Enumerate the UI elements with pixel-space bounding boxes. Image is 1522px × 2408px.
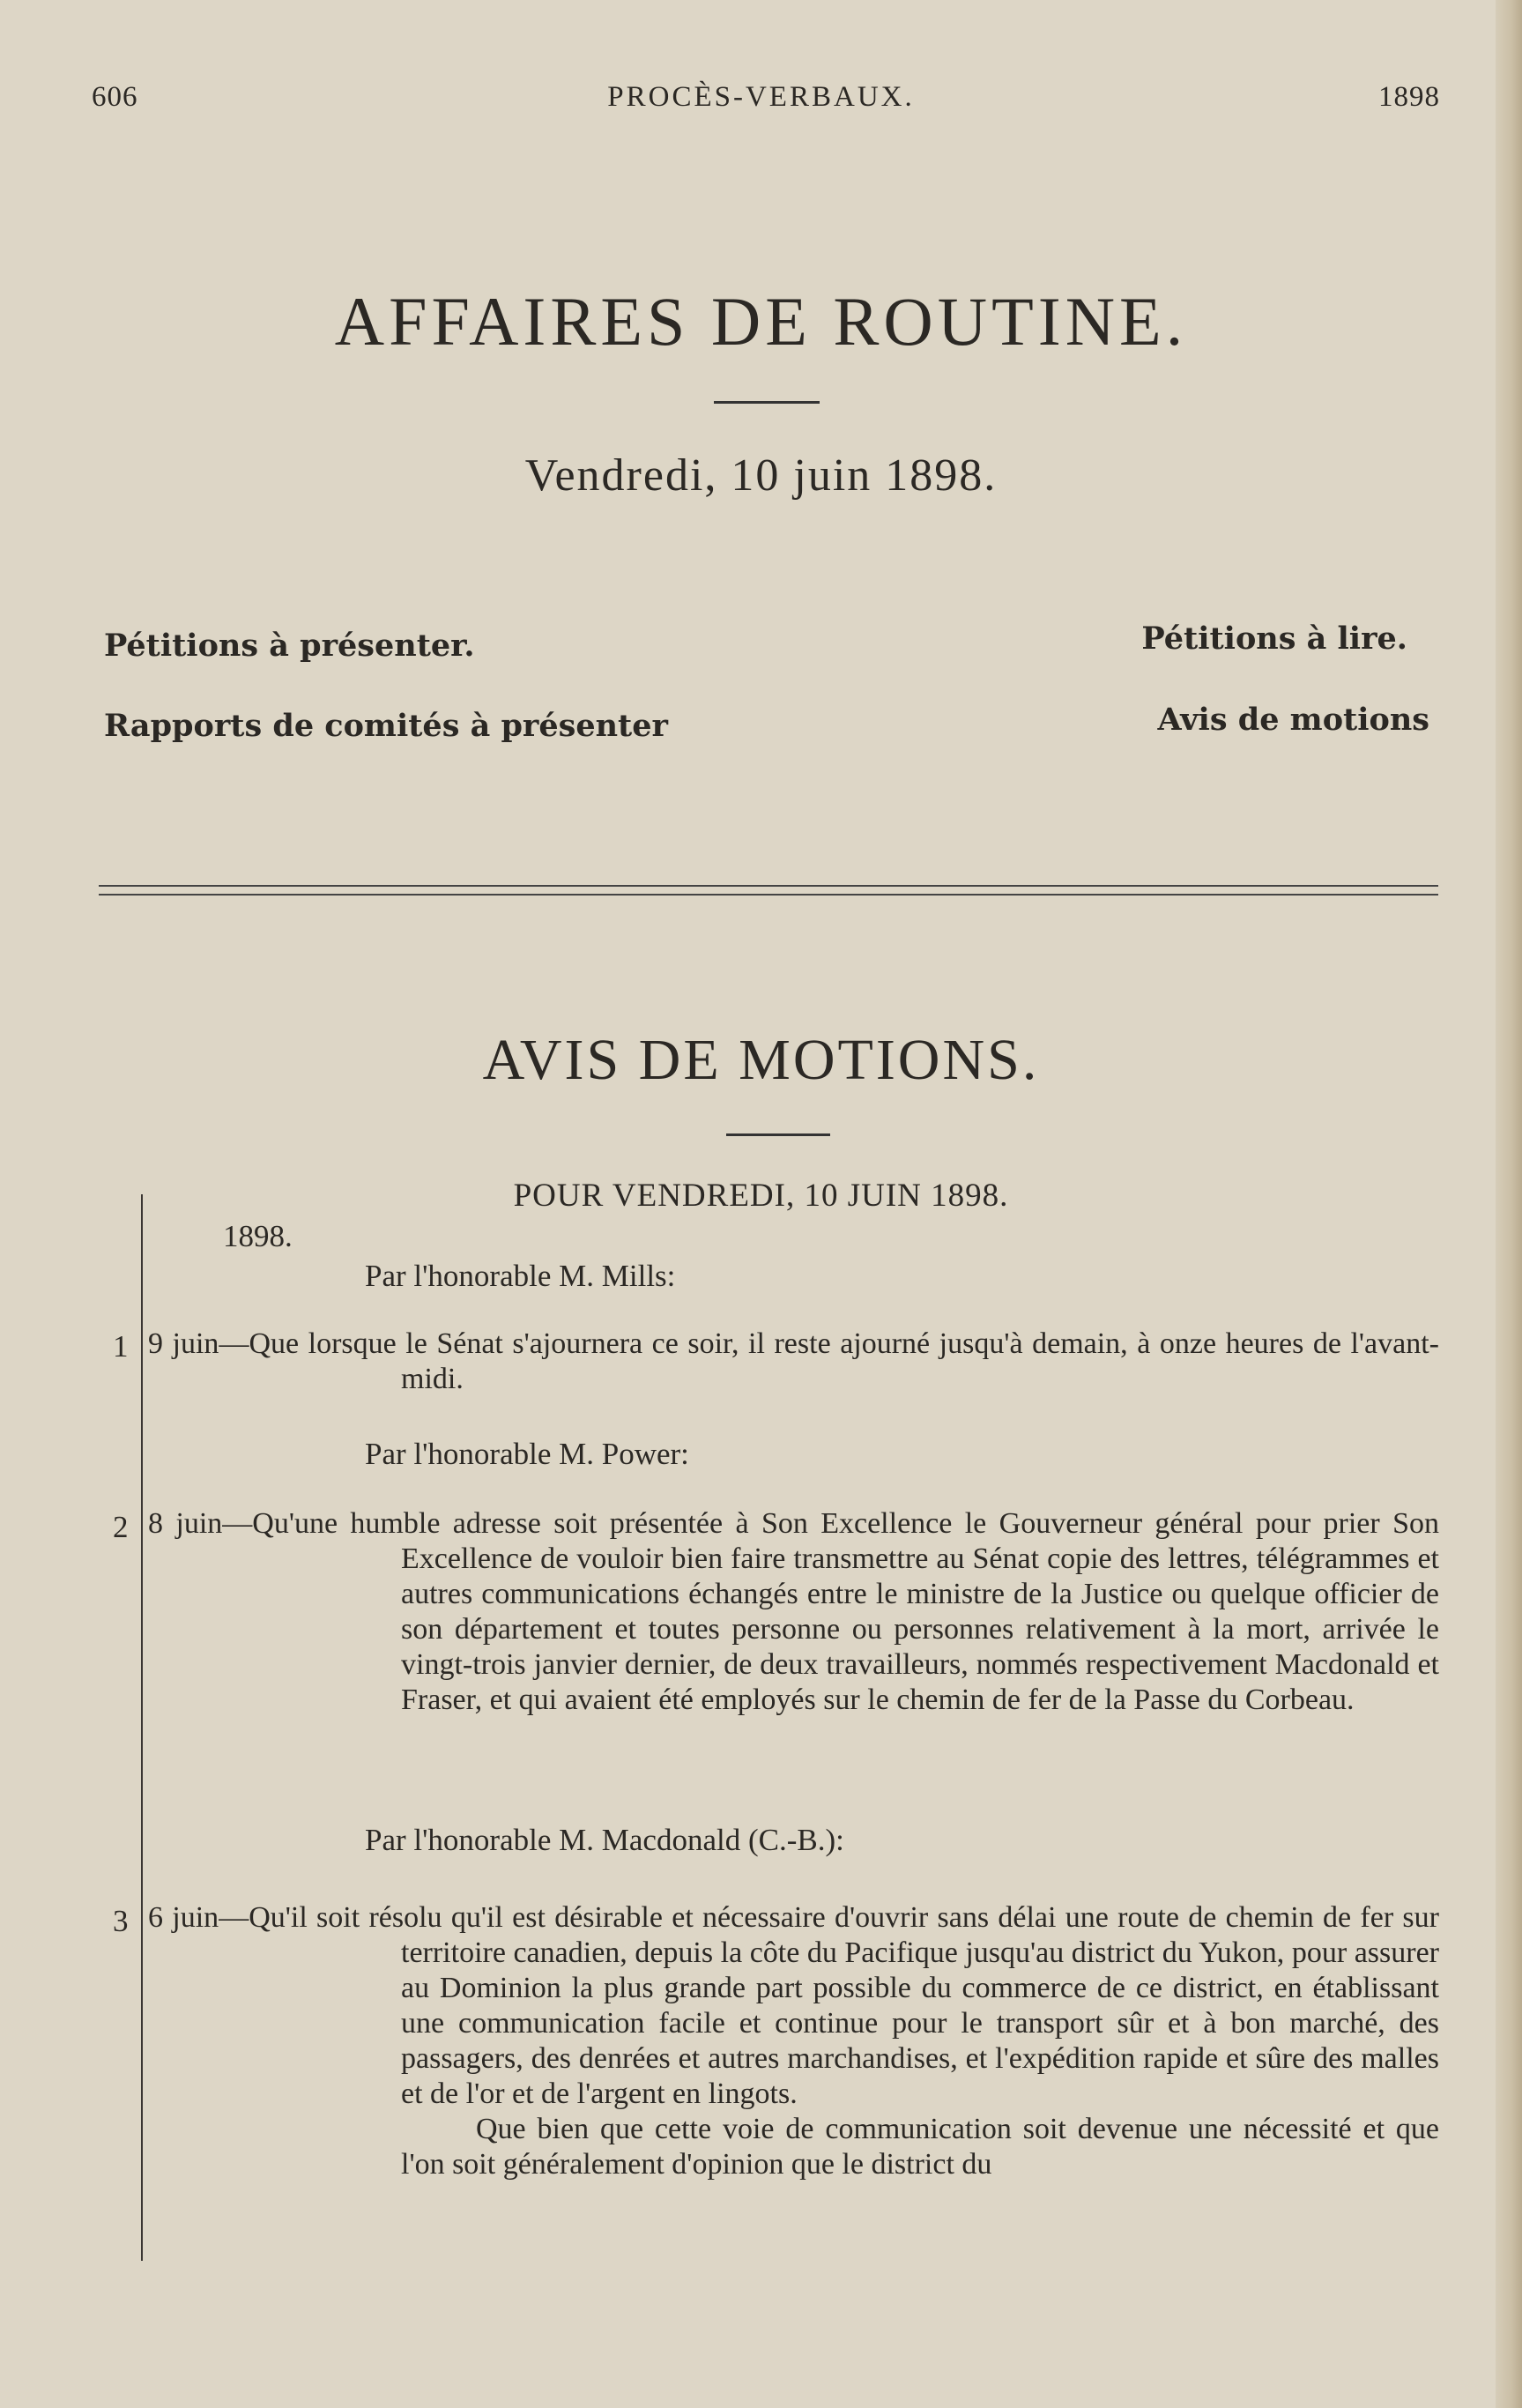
section-divider: [99, 885, 1438, 896]
header-year: 1898: [1378, 81, 1440, 113]
running-title: PROCÈS-VERBAUX.: [607, 81, 915, 113]
motion-number: 3: [113, 1904, 129, 1938]
motions-title-rule: [726, 1133, 830, 1136]
motion-3: [148, 1900, 1439, 2182]
motions-subtitle: POUR VENDREDI, 10 JUIN 1898.: [513, 1178, 1009, 1214]
agenda-petitions-read: Pétitions à lire.: [1141, 621, 1407, 657]
routine-date: Vendredi, 10 juin 1898.: [524, 450, 998, 501]
motion-date: 9 juin: [148, 1327, 219, 1360]
motion-number: 1: [113, 1329, 129, 1364]
motion-date: 8 juin: [148, 1507, 223, 1540]
agenda-reports-present: Rapports de comités à présenter: [104, 708, 668, 744]
margin-year: 1898.: [223, 1219, 293, 1253]
motions-title: AVIS DE MOTIONS.: [482, 1028, 1040, 1092]
agenda-notices: Avis de motions: [1157, 702, 1429, 738]
motion-text: [148, 1506, 1439, 1718]
margin-rule: [141, 1194, 143, 2261]
routine-title: AFFAIRES DE ROUTINE.: [334, 283, 1188, 360]
motion-text: [148, 1900, 1439, 2112]
motion-continuation: Que bien que cette voie de communication soit devenue une nécessité et que l'on soit généralement d'opinion que le district du: [401, 2113, 1439, 2181]
motion-number: 2: [113, 1510, 129, 1544]
agenda-petitions-present: Pétitions à présenter.: [104, 628, 475, 664]
motion-date: 6 juin: [148, 1901, 219, 1934]
mover-label: Par l'honorable M. Mills:: [365, 1259, 676, 1293]
motion-text: [148, 1327, 1439, 1397]
mover-label: Par l'honorable M. Macdonald (C.-B.):: [365, 1823, 844, 1857]
motion-1: [148, 1327, 1439, 1397]
motion-body: —Que lorsque le Sénat s'ajournera ce soir, il reste ajourné jusqu'à demain, à onze heures de l'avant-midi.: [219, 1327, 1439, 1395]
motion-body: —Qu'une humble adresse soit présentée à Son Excellence le Gouverneur général pour prier Son Excellence de vouloir bien faire transmettre au Sénat copie des lettres, télégrammes et autres communications échangés entre le ministre de la Justice ou quelque officier de son département et toutes personne ou personnes relativement à la mort, arrivée le vingt-trois janvier dernier, de deux travailleurs, nommés respectivement Macdonald et Fraser, et qui avaient été employés sur le chemin de fer de la Passe du Corbeau.: [222, 1507, 1439, 1716]
motion-2: [148, 1506, 1439, 1718]
motion-body: —Qu'il soit résolu qu'il est désirable et nécessaire d'ouvrir sans délai une route de chemin de fer sur territoire canadien, depuis la côte du Pacifique jusqu'au district du Yukon, pour assurer au Dominion la plus grande part possible du commerce de ce district, en établissant une communication facile et continue pour le transport sûr et à bon marché, des passagers, des denrées et autres marchandises, et l'expédition rapide et sûre des malles et de l'or et de l'argent en lingots.: [219, 1901, 1439, 2110]
mover-label: Par l'honorable M. Power:: [365, 1437, 689, 1471]
page-number: 606: [92, 81, 138, 113]
title-rule: [714, 401, 820, 404]
